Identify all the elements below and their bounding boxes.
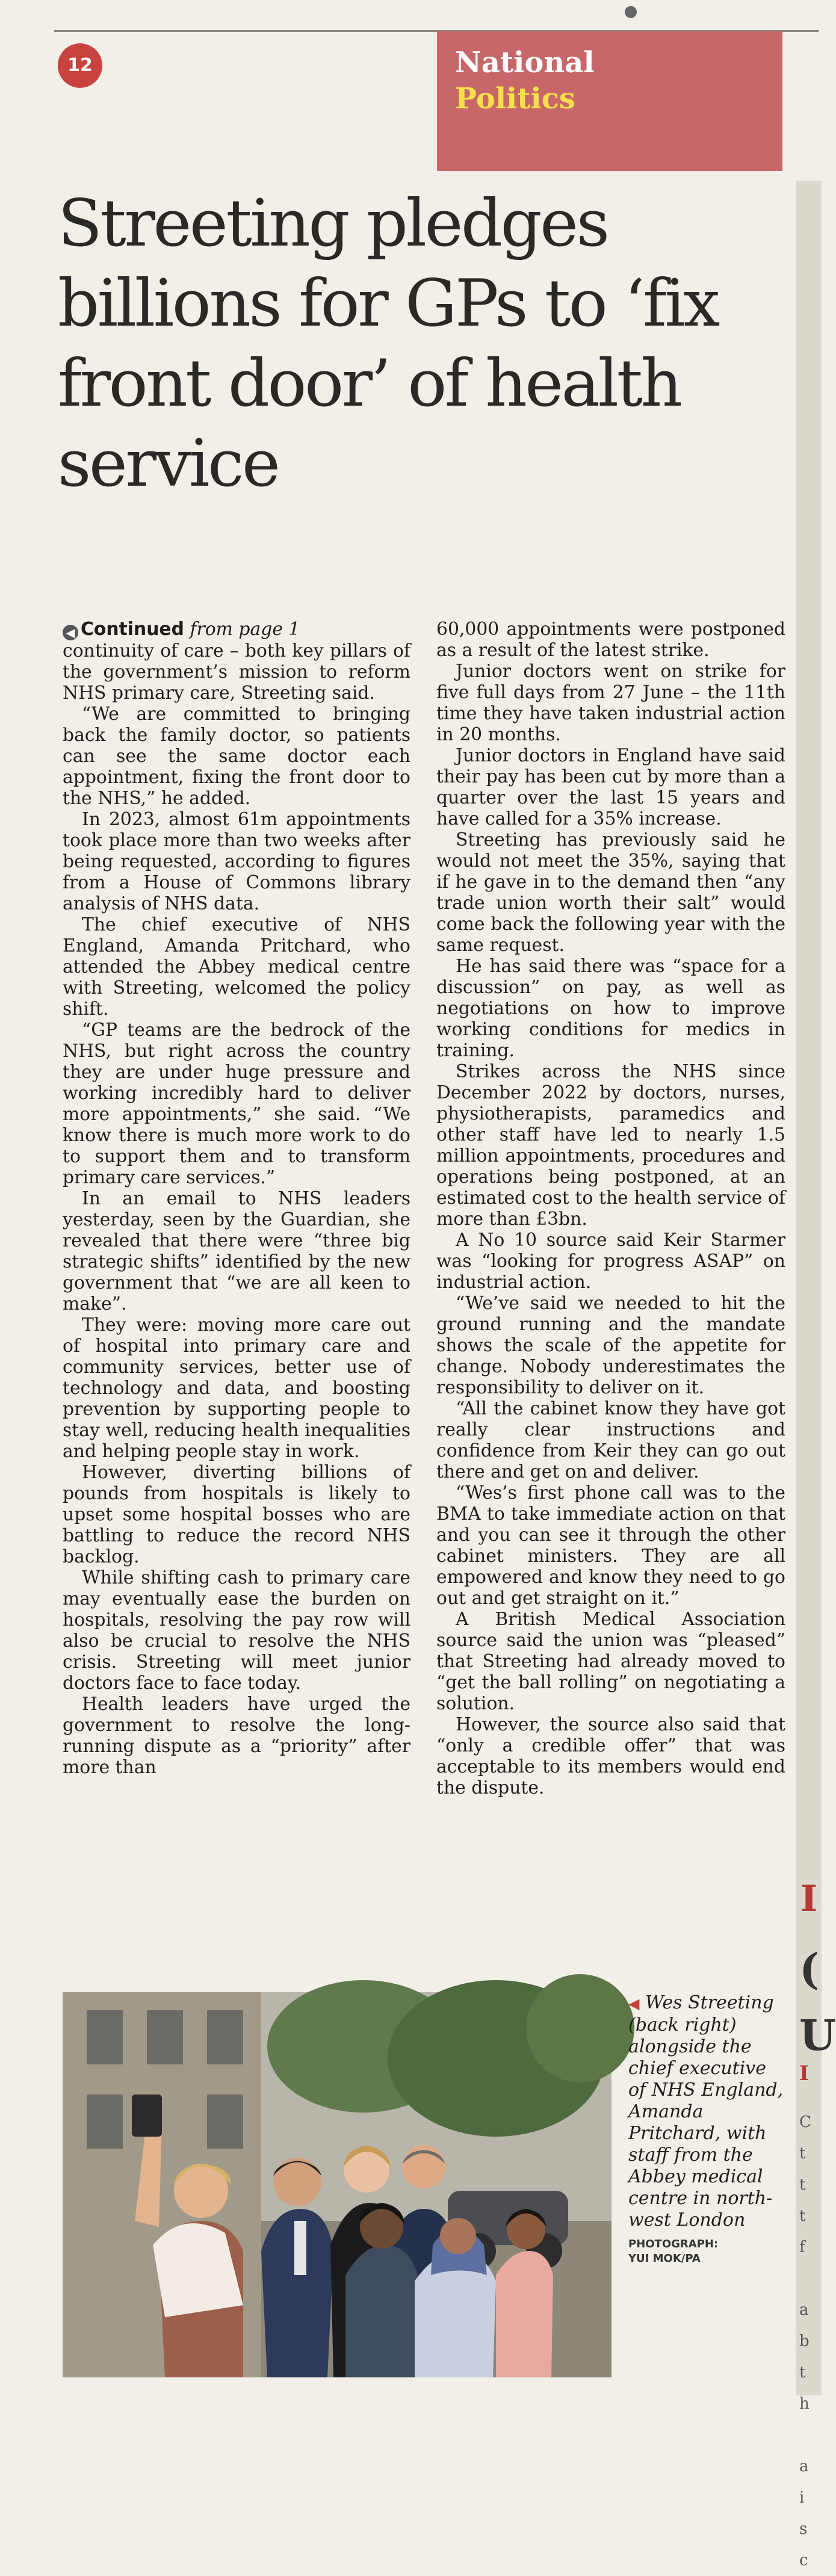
- article-paragraph: “We are committed to bringing back the family doctor, so patients can see the same doctor each appointment, fixing the front door to the NHS,” he added.: [63, 704, 410, 809]
- photo-caption: [628, 1992, 785, 2266]
- continued-marker: [63, 619, 410, 640]
- article-paragraph: A No 10 source said Keir Starmer was “looking for progress ASAP” on industrial action.: [436, 1230, 785, 1293]
- adjacent-page-edge: I ( U I C t t t f a b t h a i s c: [796, 181, 822, 2395]
- news-photo: [63, 1992, 612, 2377]
- article-column-left: [63, 619, 410, 1778]
- article-paragraph: “GP teams are the bedrock of the NHS, but right across the country they are under huge pressure and working incredibly hard to deliver more appointments,” she said. “We know there is much more work to do to support them and to transform primary care services.”: [63, 1020, 410, 1188]
- arrow-left-icon: ◀: [63, 625, 78, 640]
- article-paragraph: Junior doctors went on strike for five full days from 27 June – the 11th time they have taken industrial action in 20 months.: [436, 661, 785, 745]
- photo-credit-label: PHOTOGRAPH:: [628, 2238, 719, 2250]
- arrow-left-icon: ◀: [628, 1995, 640, 2012]
- article-paragraph: “All the cabinet know they have got really clear instructions and confidence from Keir they can go out there and get on and deliver.: [436, 1398, 785, 1482]
- article-paragraph: While shifting cash to primary care may eventually ease the burden on hospitals, resolving the pay row will also be crucial to resolve the NHS crisis. Streeting will meet junior doctors face to face today.: [63, 1567, 410, 1694]
- article-column-right: [436, 619, 785, 1798]
- photo-credit-name: YUI MOK/PA: [628, 2252, 701, 2265]
- continued-label: Continued: [81, 619, 184, 640]
- section-label-box: [437, 31, 782, 171]
- headline: Streeting pledges billions for GPs to ‘fix front door’ of health service: [58, 186, 718, 501]
- article-paragraph: Junior doctors in England have said their pay has been cut by more than a quarter over the last 15 years and have called for a 35% increase.: [436, 745, 785, 829]
- page-number-badge: [58, 43, 102, 88]
- article-paragraph: He has said there was “space for a discussion” on pay, as well as negotiations on how to improve working conditions for medics in training.: [436, 956, 785, 1061]
- caption-text: Wes Streeting (back right) alongside the chief executive of NHS England, Amanda Pritchard, with staff from the Abbey medical centre in north-west London: [628, 1992, 784, 2231]
- section-label-secondary: Politics: [455, 82, 575, 116]
- page-number: 12: [67, 55, 93, 76]
- group-selfie-illustration: [63, 1992, 612, 2377]
- article-paragraph: A British Medical Association source said the union was “pleased” that Streeting had already moved to “get the ball rolling” on negotiating a solution.: [436, 1609, 785, 1714]
- article-paragraph: “We’ve said we needed to hit the ground running and the mandate shows the scale of the appetite for change. Nobody underestimates the responsibility to deliver on it.: [436, 1293, 785, 1398]
- article-paragraph: In 2023, almost 61m appointments took place more than two weeks after being requested, according to figures from a House of Commons library analysis of NHS data.: [63, 809, 410, 914]
- caption-text-block: [628, 1992, 785, 2231]
- article-paragraph: The chief executive of NHS England, Amanda Pritchard, who attended the Abbey medical centre with Streeting, welcomed the policy shift.: [63, 914, 410, 1020]
- article-paragraph: However, the source also said that “only a credible offer” that was acceptable to its members would end the dispute.: [436, 1714, 785, 1798]
- article-paragraph: Health leaders have urged the government to resolve the long-running dispute as a “priority” after more than: [63, 1694, 410, 1778]
- article-paragraph: In an email to NHS leaders yesterday, seen by the Guardian, she revealed that there were “three big strategic shifts” identified by the new government that “we are all keen to make”.: [63, 1188, 410, 1314]
- page-marker-dot: [625, 6, 637, 18]
- article-paragraph: Streeting has previously said he would not meet the 35%, saying that if he gave in to the demand then “any trade union worth their salt” would come back the following year with the same request.: [436, 829, 785, 956]
- section-label-primary: National: [455, 46, 595, 79]
- article-paragraph: “Wes’s first phone call was to the BMA to take immediate action on that and you can see it through the other cabinet ministers. They are all empowered and know they need to go out and get straight on it.”: [436, 1482, 785, 1609]
- article-paragraph: They were: moving more care out of hospital into primary care and community services, better use of technology and data, and boosting prevention by supporting people to stay well, reducing health inequalities and helping people stay in work.: [63, 1314, 410, 1462]
- article-paragraph: continuity of care – both key pillars of the government’s mission to reform NHS primary care, Streeting said.: [63, 640, 410, 704]
- continued-from: from page 1: [190, 619, 300, 640]
- article-paragraph: 60,000 appointments were postponed as a result of the latest strike.: [436, 619, 785, 661]
- article-paragraph: Strikes across the NHS since December 2022 by doctors, nurses, physiotherapists, paramedics and other staff have led to nearly 1.5 million appointments, procedures and operations being postponed, at an estimated cost to the health service of more than £3bn.: [436, 1061, 785, 1230]
- article-paragraph: However, diverting billions of pounds from hospitals is likely to upset some hospital bosses who are battling to reduce the record NHS backlog.: [63, 1462, 410, 1567]
